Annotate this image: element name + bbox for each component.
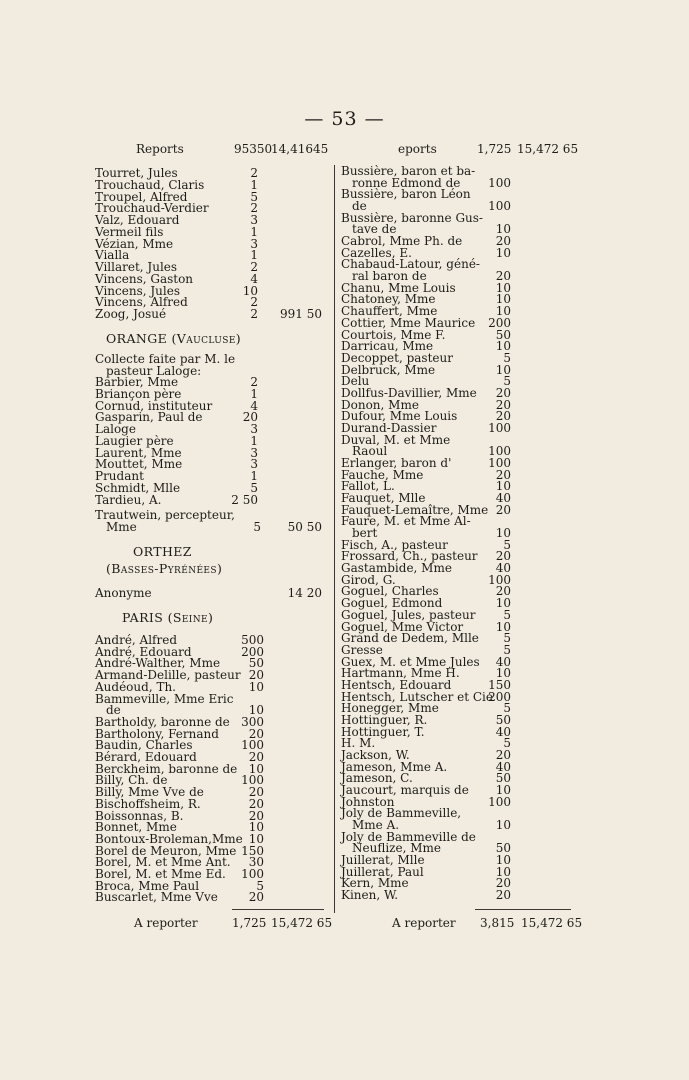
entry-name: Joly de Bammeville, (341, 806, 462, 821)
entry-name: Villaret, Jules (95, 260, 178, 274)
entry-amount: 100 (488, 456, 511, 470)
entry-amount: 10 (248, 831, 264, 846)
entry-name: Goguel, Jules, pasteur (341, 607, 476, 622)
entry-name: Bonnet, Mme (95, 820, 177, 835)
entry-name: Mouttet, Mme (95, 457, 183, 472)
entry-amount: 5 (503, 701, 511, 716)
entry-amount: 20 (495, 502, 511, 517)
entry-amount: 300 (241, 714, 264, 729)
entry-amount: 20 (495, 234, 511, 249)
entry-amount: 20 (495, 888, 511, 903)
entry-name: Cottier, Mme Maurice (341, 315, 476, 330)
right-footer-amount1: 3,815 (480, 916, 515, 930)
entry-name: André, Edouard (95, 644, 192, 659)
right-footer-amount2: 15,472 65 (521, 916, 583, 930)
entry-name: Bontoux-Broleman,Mme (95, 831, 243, 846)
entry-amount: 10 (495, 619, 511, 634)
entry-name: Kinen, W. (341, 888, 399, 903)
entry-name: de (106, 703, 121, 718)
intro-line: pasteur Laloge: (106, 363, 202, 378)
entry-amount: 10 (495, 292, 511, 307)
entry-name: Jameson, C. (341, 771, 413, 786)
list-item: Mme 5 50 50 (106, 520, 322, 534)
page-number: — 53 — (304, 108, 385, 130)
entry-amount: 20 (495, 397, 511, 412)
right-footer-label: A reporter (392, 916, 456, 930)
entry-name: Berckheim, baronne de (95, 761, 238, 776)
entry-name: Briançon père (95, 386, 182, 401)
entry-amount: 3 (250, 445, 258, 460)
entry-total: 991 50 (280, 307, 322, 321)
entry-name: Billy, Ch. de (95, 773, 168, 788)
entry-amount: 100 (241, 773, 264, 788)
entry-name: André-Walther, Mme (95, 656, 221, 671)
entry-name: Dollfus-Davillier, Mme (341, 385, 477, 400)
entry-name: Dufour, Mme Louis (341, 409, 458, 424)
entry-amount: 1 (250, 224, 258, 239)
left-header-amount2: 14,41645 (271, 142, 329, 156)
entry-amount: 5 (503, 736, 511, 751)
entry-name: Faure, M. et Mme Al- (341, 514, 471, 529)
list-item (95, 798, 330, 810)
entry-amount: 2 50 (231, 492, 258, 507)
entry-name: Borel de Meuron, Mme (95, 843, 237, 858)
entry-amount: 10 (495, 362, 511, 377)
entry-amount: 10 (248, 820, 264, 835)
entry-amount: 3 (250, 213, 258, 227)
entry-name: Juillerat, Paul (341, 864, 424, 879)
entry-amount: 1 (250, 433, 258, 448)
entry-name: Goguel, Mme Victor (341, 619, 464, 634)
right-header (341, 142, 579, 156)
entry-name: Chanu, Mme Louis (341, 280, 456, 295)
entry-name: tave de (352, 222, 397, 237)
entry-amount: 20 (248, 668, 264, 683)
entry-amount: 10 (495, 339, 511, 354)
list-item (95, 226, 330, 238)
list-item (95, 494, 330, 506)
entry-name: Fallot, L. (341, 479, 395, 494)
entry-name: Bammeville, Mme Eric (95, 691, 234, 706)
entry-amount: 100 (488, 794, 511, 809)
entry-amount: 2 (250, 375, 258, 389)
list-item (95, 238, 330, 250)
entry-amount: 40 (495, 654, 511, 669)
entry-name: Grand de Dedem, Mlle (341, 631, 479, 646)
entry-amount: 10 (495, 853, 511, 868)
entry-amount: 20 (495, 409, 511, 424)
list-item (341, 726, 576, 738)
right-header-label: eports (398, 142, 437, 156)
list-item (95, 388, 330, 400)
left-header-amount1: 95350 (234, 142, 273, 156)
section-heading-orange: ORANGE (Vaucluse) (106, 331, 242, 346)
entry-name: Bischoffsheim, R. (95, 796, 201, 811)
entry-amount: 50 (495, 327, 511, 342)
entry-name: Vincens, Jules (95, 283, 180, 298)
entry-amount: 2 (250, 307, 258, 321)
entry-amount: 4 (250, 398, 258, 413)
entry-amount: 2 (250, 295, 258, 310)
entry-name: Kern, Mme (341, 876, 409, 891)
entry-name: Trouchaud, Claris (95, 177, 205, 192)
right-footer (341, 916, 583, 930)
entry-amount: 20 (248, 808, 264, 823)
entry-amount: 10 (495, 783, 511, 798)
entry-name: Borel, M. et Mme Ant. (95, 855, 231, 870)
entry-amount: 20 (248, 785, 264, 800)
entry-name: Goguel, Charles (341, 584, 439, 599)
left-header-label: Reports (136, 142, 184, 156)
entry-amount: 20 (495, 876, 511, 891)
entry-name: Joly de Bammeville de (341, 829, 476, 844)
entry-name: Hottinguer, R. (341, 712, 428, 727)
entry-amount: 10 (495, 666, 511, 681)
entry-name: Troupel, Alfred (95, 189, 188, 204)
intro-line: Collecte faite par M. le (95, 352, 236, 366)
entry-amount: 10 (242, 283, 258, 298)
list-item (341, 188, 576, 200)
list-item (95, 435, 330, 447)
entry-amount: 5 (250, 189, 258, 204)
entry-name: Tourret, Jules (95, 166, 178, 180)
left-total-rule (232, 909, 324, 910)
entry-amount: 10 (495, 864, 511, 879)
entry-name: Cornud, instituteur (95, 398, 213, 413)
left-footer-label: A reporter (134, 916, 198, 930)
entry-amount: 50 (495, 771, 511, 786)
entry-name: Neuflize, Mme (352, 841, 441, 856)
entry-name: Jaucourt, marquis de (341, 783, 469, 798)
entry-name: Cabrol, Mme Ph. de (341, 234, 463, 249)
entry-amount: 100 (488, 420, 511, 435)
entry-name: Audéoud, Th. (95, 679, 176, 694)
entry-amount: 40 (495, 561, 511, 576)
entry-amount: 5 (503, 607, 511, 622)
entry-name: Mme A. (352, 818, 400, 833)
entry-name: Laloge (95, 422, 136, 436)
entry-name: Delbruck, Mme (341, 362, 436, 377)
entry-amount: 10 (495, 596, 511, 611)
entry-amount: 5 (503, 642, 511, 657)
entry-name: Chauffert, Mme (341, 304, 438, 319)
entry-name: Hentsch, Lutscher et Cie (341, 689, 493, 704)
entry-name: Boissonnas, B. (95, 808, 184, 823)
entry-name: Zoog, Josué (95, 307, 167, 321)
entry-name: Frossard, Ch., pasteur (341, 549, 478, 564)
entry-name: Cazelles, E. (341, 245, 412, 260)
list-item (341, 889, 576, 901)
entry-name: Johnston (341, 794, 395, 809)
entry-name: Erlanger, baron d' (341, 456, 452, 470)
entry-amount: 20 (248, 796, 264, 811)
entry-amount: 100 (488, 199, 511, 214)
entry-name: Prudant (95, 469, 144, 483)
entry-amount: 3 (250, 236, 258, 251)
entry-amount: 150 (488, 677, 511, 692)
entry-amount: 4 (250, 271, 258, 286)
entry-amount: 10 (495, 222, 511, 237)
entry-name: Hartmann, Mme H. (341, 666, 460, 681)
entry-amount: 20 (248, 726, 264, 741)
entry-name: Girod, G. (341, 572, 396, 587)
entry-name: Billy, Mme Vve de (95, 785, 204, 800)
section-heading-paris: PARIS (Seine) (122, 610, 214, 625)
entry-amount: 10 (495, 245, 511, 260)
entry-name: Laurent, Mme (95, 445, 182, 460)
entry-name: Bussière, baron et ba- (341, 164, 476, 178)
entry-name: Tardieu, A. (95, 492, 162, 507)
entry-name: Juillerat, Mlle (341, 853, 425, 868)
entry-name: Delu (341, 374, 370, 389)
entry-amount: 1 (250, 469, 258, 483)
entry-amount: 20 (495, 584, 511, 599)
entry-amount: 10 (495, 526, 511, 541)
entry-amount: 20 (248, 890, 264, 905)
entry-amount: 20 (495, 269, 511, 284)
entry-amount: 100 (488, 175, 511, 190)
entry-amount: 10 (495, 304, 511, 319)
entry-name: Bartholony, Fernand (95, 726, 219, 741)
entry-name: Buscarlet, Mme Vve (95, 890, 218, 905)
entry-amount: 10 (495, 479, 511, 494)
list-item (95, 891, 330, 903)
column-divider (334, 165, 335, 913)
entry-amount: 2 (250, 260, 258, 274)
entry-name: Duval, M. et Mme (341, 432, 451, 447)
entry-amount: 5 (503, 537, 511, 552)
entry-name: ral baron de (352, 269, 427, 284)
entry-name: Schmidt, Mlle (95, 480, 181, 495)
entry-amount: 150 (241, 843, 264, 858)
entry-name: Chatoney, Mme (341, 292, 436, 307)
entry-name: Bartholdy, baronne de (95, 714, 230, 729)
entry-name: Durand-Dassier (341, 420, 437, 435)
entry-amount: 50 (495, 841, 511, 856)
entry-name: Jameson, Mme A. (341, 759, 448, 774)
section-region-orthez: (Basses-Pyrénées) (106, 561, 223, 576)
entry-amount: 20 (495, 467, 511, 482)
entry-name: ronne Edmond de (352, 175, 461, 190)
entry-name: Bussière, baron Léon (341, 187, 471, 202)
entry-amount: 5 (503, 631, 511, 646)
entry-name: Gasparin, Paul de (95, 410, 203, 425)
entry-amount: 1 (250, 248, 258, 263)
entry-name: Gresse (341, 642, 383, 657)
entry-amount: 100 (488, 572, 511, 587)
entry-amount: 20 (495, 549, 511, 564)
entry-amount: 1 (250, 177, 258, 192)
entry-amount: 10 (248, 703, 264, 718)
list-item (95, 179, 330, 191)
entry-amount: 5 (503, 350, 511, 365)
entry-name: Hottinguer, T. (341, 724, 425, 739)
right-header-amount1: 1,725 (477, 142, 512, 156)
entry-name: Trouchaud-Verdier (95, 201, 209, 216)
entry-name: Baudin, Charles (95, 738, 193, 753)
entry-amount: 1 (250, 386, 258, 401)
right-total-rule (475, 909, 571, 910)
right-header-amount2: 15,472 65 (517, 142, 579, 156)
entry-name: bert (352, 526, 378, 541)
entry-amount: 10 (248, 761, 264, 776)
entry-name: Armand-Delille, pasteur (95, 668, 241, 683)
list-item: Anonyme 14 20 (95, 586, 322, 600)
list-item (95, 681, 330, 693)
entry-amount: 200 (241, 644, 264, 659)
entry-name: Bérard, Edouard (95, 750, 197, 764)
entry-name: Darricau, Mme (341, 339, 434, 354)
entry-name: Courtois, Mme F. (341, 327, 446, 342)
entry-name: Hentsch, Edouard (341, 677, 452, 692)
entry-amount: 200 (488, 315, 511, 330)
entry-amount: 20 (495, 748, 511, 762)
list-item (95, 273, 330, 285)
left-footer (95, 916, 333, 930)
entry-amount: 3 (250, 422, 258, 436)
left-footer-amount2: 15,472 65 (271, 916, 333, 930)
entry-amount: 30 (248, 855, 264, 870)
entry-amount: 50 (495, 712, 511, 727)
entry-name: Donon, Mme (341, 397, 419, 412)
entry-name: Gastambide, Mme (341, 561, 452, 576)
entry-name: Chabaud-Latour, géné- (341, 257, 480, 272)
entry-name: Vincens, Gaston (95, 271, 194, 286)
entry-name: Honegger, Mme (341, 701, 439, 716)
entry-name: Vialla (95, 248, 130, 263)
left-header (91, 142, 329, 156)
entry-name: Decoppet, pasteur (341, 350, 453, 365)
entry-name: Raoul (352, 444, 388, 459)
entry-amount: 3 (250, 457, 258, 472)
entry-name: André, Alfred (95, 633, 178, 647)
entry-amount: 10 (248, 679, 264, 694)
entry-amount: 2 (250, 201, 258, 216)
entry-amount: 40 (495, 491, 511, 506)
entry-amount: 5 (503, 374, 511, 389)
entry-name: Fauche, Mme (341, 467, 424, 482)
entry-amount: 500 (241, 633, 264, 647)
list-item (95, 693, 330, 705)
entry-name: Fauquet-Lemaître, Mme (341, 502, 489, 517)
entry-amount: 40 (495, 759, 511, 774)
entry-name: Bussière, baronne Gus- (341, 210, 483, 225)
entry-name: de (352, 199, 367, 214)
entry-name: Valz, Edouard (95, 213, 180, 227)
entry-name: Vincens, Alfred (95, 295, 188, 310)
entry-amount: 40 (495, 724, 511, 739)
list-item (95, 482, 330, 494)
entry-amount: 20 (242, 410, 258, 425)
left-footer-amount1: 1,725 (232, 916, 267, 930)
entry-amount: 50 (248, 656, 264, 671)
entry-name: Laugier père (95, 433, 174, 448)
entry-name: Jackson, W. (341, 748, 410, 762)
entry-name: Guex, M. et Mme Jules (341, 654, 480, 669)
list-item (95, 308, 330, 320)
section-heading-orthez: ORTHEZ (133, 544, 192, 559)
entry-amount: 20 (495, 385, 511, 400)
entry-name: Goguel, Edmond (341, 596, 443, 611)
entry-name: Broca, Mme Paul (95, 878, 200, 893)
entry-amount: 5 (256, 878, 264, 893)
entry-name: Fisch, A., pasteur (341, 537, 448, 552)
entry-name: Vézian, Mme (95, 236, 174, 251)
list-item: Trautwein, percepteur, (95, 508, 235, 522)
entry-amount: 100 (241, 738, 264, 753)
entry-amount: 100 (488, 444, 511, 459)
list-item (341, 364, 576, 376)
entry-amount: 20 (248, 750, 264, 764)
entry-name: Barbier, Mme (95, 375, 179, 389)
entry-name: Vermeil fils (95, 224, 164, 239)
entry-amount: 10 (495, 818, 511, 833)
entry-amount: 2 (250, 166, 258, 180)
entry-amount: 5 (250, 480, 258, 495)
entry-name: Borel, M. et Mme Ed. (95, 867, 226, 881)
entry-amount: 200 (488, 689, 511, 704)
entry-amount: 10 (495, 280, 511, 295)
entry-name: H. M. (341, 736, 376, 751)
entry-name: Fauquet, Mlle (341, 491, 426, 506)
entry-amount: 100 (241, 867, 264, 881)
